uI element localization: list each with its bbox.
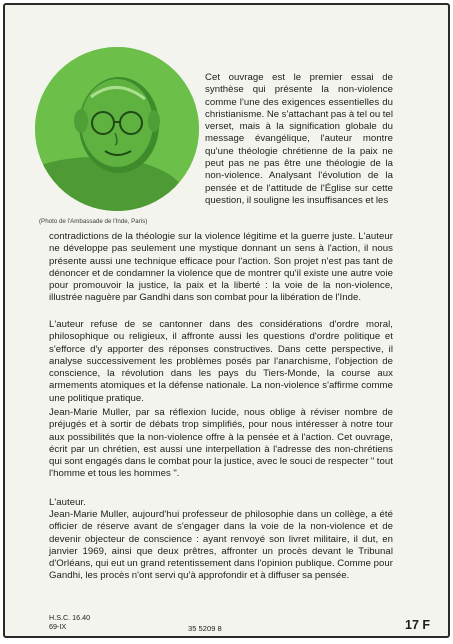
portrait-illustration <box>35 47 199 211</box>
intro-paragraph-continued: contradictions de la théologie sur la violence légitime et la guerre juste. L'auteur ne développe pas seulement une mystique donnant un sens à l'action, il nous présente aussi une technique efficace pour l'action. Son projet n'est pas tant de dénoncer et de condamner la violence que de montrer qu'il existe une autre voie pour promouvoir la justice, la paix et la liberté : la voie de la non-violence, illustrée naguère par Gandhi dans son combat pour la libération de l'Inde. <box>49 231 393 304</box>
author-reflection-paragraph: Jean-Marie Muller, par sa réflexion lucide, nous oblige à réviser nombre de préjugés et à sortir de débats trop simplifiés, pour nous intéresser à notre tour aux possibilités que la non-violence offre à la pensée et à l'action. Cet ouvrage, écrit par un chrétien, est aussi une interpellation à l'adresse des non-chrétiens qui sont engagés dans le combat pour la justice, avec le souci de respecter " tout l'homme et tous les hommes ". <box>49 407 393 480</box>
analysis-paragraph: L'auteur refuse de se cantonner dans des considérations d'ordre moral, philosophique ou religieux, il affronte aussi les questions d'ordre politique et s'efforce d'y apporter des réponses constructives. Dans cette perspective, il analyse successivement les problèmes posés par l'anarchisme, l'objection de conscience, la révolution dans les pays du Tiers-Monde, la course aux armements atomiques et la défense nationale. La non-violence s'affirme comme une politique pratique. <box>49 319 393 404</box>
book-back-cover <box>3 3 450 638</box>
author-heading: L'auteur. <box>49 497 86 508</box>
intro-paragraph-right: Cet ouvrage est le premier essai de synthèse qui présente la non-violence comme l'une des exigences essentielles du christianisme. Ne s'attachant pas à tel ou tel verset, mais à la signification globale du message évangélique, l'auteur montre qu'une théologie chrétienne de la paix ne peut pas ne pas être une théologie de la non-violence. Analysant l'évolution de la pensée et de l'attitude de l'Église sur cette question, il souligne les insuffisances et les <box>205 72 393 206</box>
price-label: 17 F <box>405 618 431 632</box>
catalog-reference <box>49 613 90 631</box>
catalog-code-line1: H.S.C. 16.40 <box>49 613 91 622</box>
print-code: 35 5209 8 <box>188 624 222 633</box>
author-bio-paragraph: Jean-Marie Muller, aujourd'hui professeur de philosophie dans un collège, a été officier de réserve avant de s'engager dans la voie de la non-violence et de devenir objecteur de conscience : ayant renvoyé son livret militaire, il dut, en janvier 1969, ainsi que deux prêtres, affronter un procès devant le Tribunal d'Orléans, qui eut un grand retentissement dans l'opinion publique. Comme pour Gandhi, les procès n'ont servi qu'à approfondir et à diffuser sa pensée. <box>49 509 393 582</box>
catalog-code-line2: 69-IX <box>49 622 67 631</box>
author-portrait-photo <box>35 47 199 211</box>
photo-credit: (Photo de l'Ambassade de l'Inde, Paris) <box>39 218 148 225</box>
